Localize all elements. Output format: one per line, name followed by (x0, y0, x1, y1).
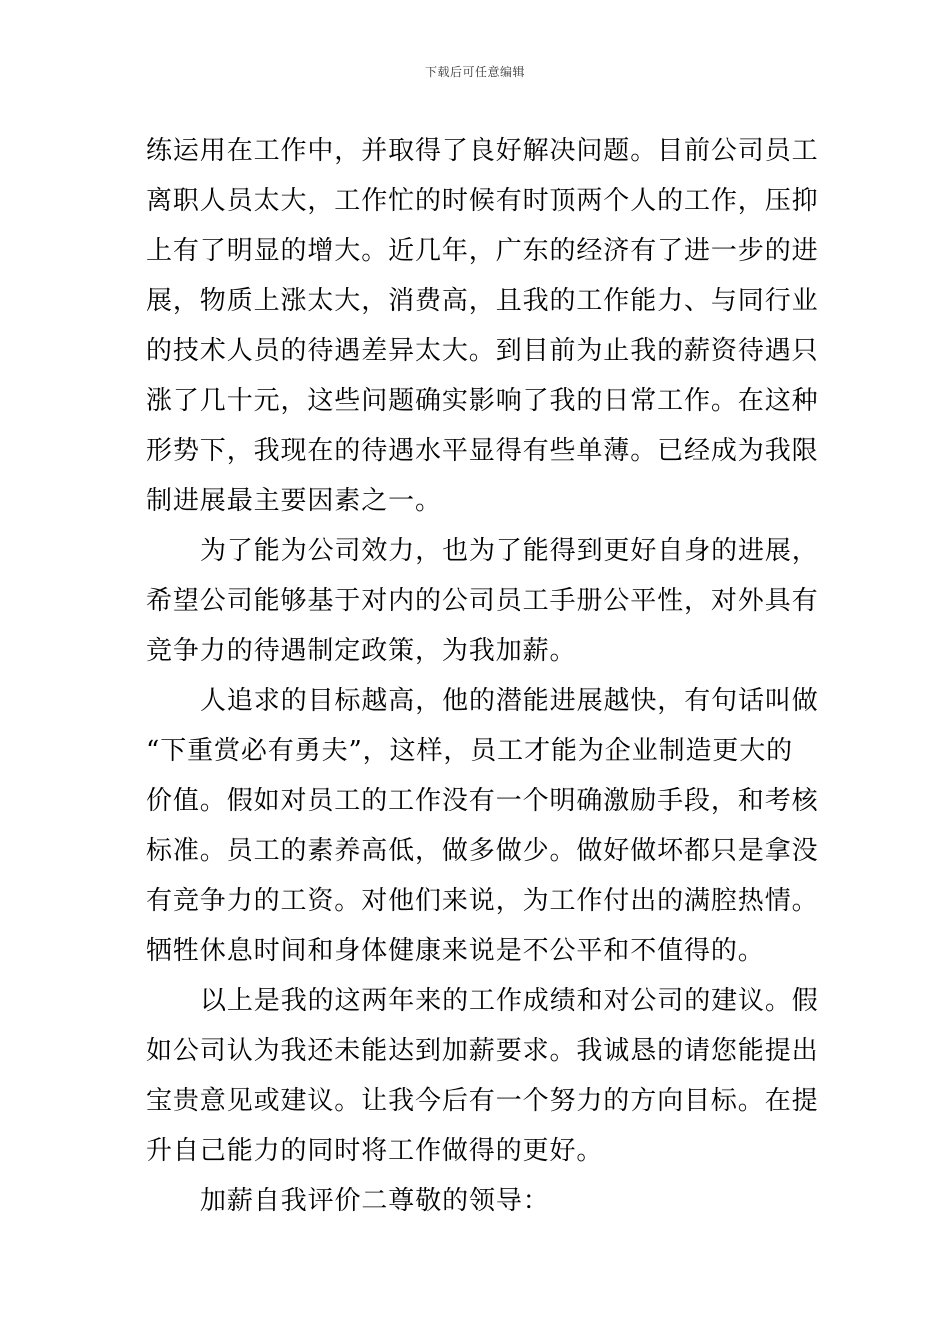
text-line: 如公司认为我还未能达到加薪要求。我诚恳的请您能提出 (146, 1036, 819, 1066)
document-body (146, 126, 819, 1226)
text-line: 标准。员工的素养高低，做多做少。做好做坏都只是拿没 (146, 836, 819, 866)
text-line: 价值。假如对员工的工作没有一个明确激励手段，和考核 (146, 786, 819, 816)
text-line: “下重赏必有勇夫”，这样，员工才能为企业制造更大的 (146, 736, 794, 766)
text-line: 涨了几十元，这些问题确实影响了我的日常工作。在这种 (146, 386, 819, 416)
page-header: 下载后可任意编辑 (424, 65, 525, 79)
text-line: 练运用在工作中，并取得了良好解决问题。目前公司员工 (146, 136, 819, 166)
text-line: 宝贵意见或建议。让我今后有一个努力的方向目标。在提 (146, 1086, 819, 1116)
text-line: 的技术人员的待遇差异太大。到目前为止我的薪资待遇只 (146, 336, 819, 366)
paragraph-start-line: 以上是我的这两年来的工作成绩和对公司的建议。假 (200, 986, 819, 1016)
text-line: 升自己能力的同时将工作做得的更好。 (146, 1136, 604, 1166)
text-line: 展，物质上涨太大，消费高，且我的工作能力、与同行业 (146, 286, 819, 316)
text-line: 离职人员太大，工作忙的时候有时顶两个人的工作，压抑 (146, 186, 819, 216)
section-heading-line: 加薪自我评价二尊敬的领导： (200, 1186, 550, 1216)
paragraph-start-line: 为了能为公司效力，也为了能得到更好自身的进展， (200, 536, 819, 566)
text-line: 有竞争力的工资。对他们来说，为工作付出的满腔热情。 (146, 886, 819, 916)
text-line: 希望公司能够基于对内的公司员工手册公平性，对外具有 (146, 586, 819, 616)
text-line: 竞争力的待遇制定政策，为我加薪。 (146, 636, 577, 666)
paragraph-start-line: 人追求的目标越高，他的潜能进展越快，有句话叫做 (200, 686, 819, 716)
text-line: 制进展最主要因素之一。 (146, 486, 442, 516)
text-line: 形势下，我现在的待遇水平显得有些单薄。已经成为我限 (146, 436, 819, 466)
text-line: 牺牲休息时间和身体健康来说是不公平和不值得的。 (146, 936, 765, 966)
text-line: 上有了明显的增大。近几年，广东的经济有了进一步的进 (146, 236, 819, 266)
